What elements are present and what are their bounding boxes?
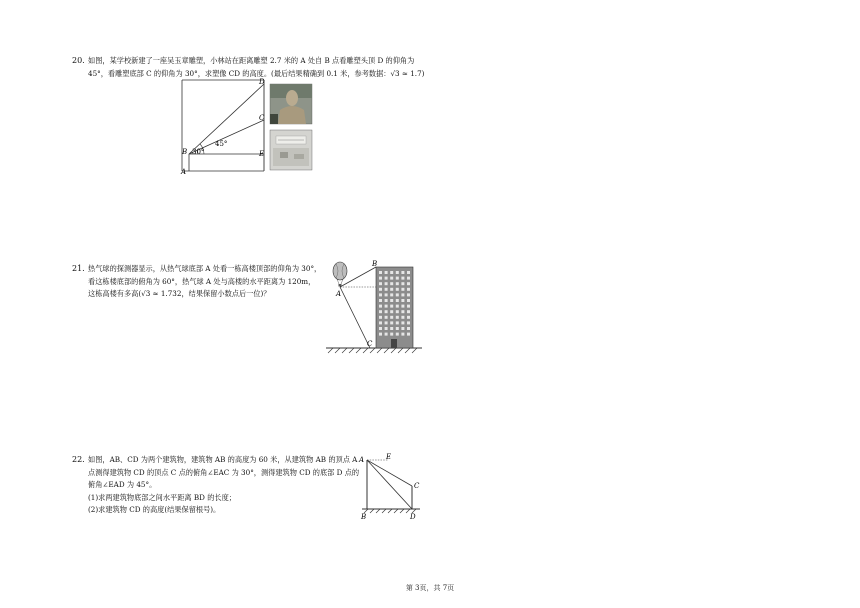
q21-building-window <box>385 282 388 285</box>
q21-building-window <box>401 305 404 308</box>
q21-building-window <box>385 321 388 324</box>
q21-building-window <box>379 327 382 330</box>
q20-statue-photo <box>270 84 312 124</box>
q20-label-A: A <box>181 168 187 176</box>
q21-building-window <box>396 288 399 291</box>
q21-building-window <box>385 277 388 280</box>
q22-label-D: D <box>410 513 416 521</box>
q21-ground-hatching <box>328 348 417 353</box>
q20-label-E: E <box>259 150 265 158</box>
question-20-line-1: 如图，某学校新建了一座吴玉章雕塑，小林站在距离雕塑 2.7 米的 A 处自 B 点看雕塑头顶 D 的仰角为 <box>88 56 415 65</box>
q21-building-window <box>390 282 393 285</box>
q20-label-C: C <box>259 114 265 122</box>
q21-building-window <box>390 316 393 319</box>
q22-label-A: A <box>359 456 365 464</box>
question-22-subquestion-1: (1)求两建筑物底部之间水平距离 BD 的长度； <box>88 492 236 502</box>
q20-angle-30-label: 30° <box>192 148 205 156</box>
q21-building-window <box>401 271 404 274</box>
q21-building-window <box>379 299 382 302</box>
q21-building-window <box>385 299 388 302</box>
q21-building-window <box>379 310 382 313</box>
q21-building-window <box>407 327 410 330</box>
q21-building-window <box>401 299 404 302</box>
q21-building-window <box>385 271 388 274</box>
q21-building-window <box>401 310 404 313</box>
page-footer: 第 3页，共 7页 <box>405 584 455 592</box>
q20-pedestal-photo <box>270 130 312 170</box>
q21-building-window <box>385 288 388 291</box>
q21-label-B: B <box>372 260 378 268</box>
q21-building-window <box>407 282 410 285</box>
question-21-number: 21. <box>72 264 85 273</box>
q21-building-window <box>390 288 393 291</box>
q21-building-window <box>385 305 388 308</box>
q21-building-window <box>390 305 393 308</box>
q21-building-window <box>401 293 404 296</box>
q22-segment-AD <box>367 460 412 509</box>
q22-label-E: E <box>386 453 392 461</box>
q21-label-A: A <box>336 290 342 298</box>
q21-building-window <box>379 293 382 296</box>
q21-building-window <box>390 310 393 313</box>
q21-building-window <box>390 299 393 302</box>
q21-building-window <box>390 333 393 336</box>
q21-building-window <box>396 271 399 274</box>
q21-building-window <box>396 277 399 280</box>
question-20-text <box>88 55 424 80</box>
q21-building-window <box>407 333 410 336</box>
q21-hot-air-balloon <box>333 262 347 287</box>
question-21-line-3: 这栋高楼有多高(√3 ≈ 1.732，结果保留小数点后一位)？ <box>88 289 271 298</box>
q20-angle-45-label: 45° <box>215 140 228 148</box>
q21-building-window <box>401 282 404 285</box>
question-20-number: 20. <box>72 56 85 65</box>
q21-building-window <box>407 271 410 274</box>
question-22-line-2: 点测得建筑物 CD 的顶点 C 点的俯角∠EAC 为 30°，测得建筑物 CD 的底部 D 点的 <box>88 467 360 477</box>
q21-label-C: C <box>367 340 373 348</box>
q21-building-window <box>396 321 399 324</box>
q21-building-window <box>385 333 388 336</box>
q21-building-window <box>396 310 399 313</box>
question-20-figure <box>176 78 322 176</box>
q22-segment-AC <box>367 460 412 486</box>
q21-building-window <box>379 271 382 274</box>
q21-building-window <box>407 321 410 324</box>
q21-building-window <box>379 282 382 285</box>
q21-building-window <box>407 288 410 291</box>
q21-building-window <box>407 277 410 280</box>
q21-building-window <box>390 277 393 280</box>
q21-building-window <box>407 299 410 302</box>
q21-building-window <box>379 277 382 280</box>
q21-building-window <box>407 293 410 296</box>
q22-ground-hatching <box>364 509 416 513</box>
q21-building-window <box>401 288 404 291</box>
q21-building-window <box>401 277 404 280</box>
q21-building-window <box>396 316 399 319</box>
q21-building-window <box>401 333 404 336</box>
question-20-line-2: 45°，看雕塑底部 C 的仰角为 30°，求塑像 CD 的高度。(最后结果精确到 0.1 米，参考数据：√3 ≈ 1.7) <box>88 68 425 78</box>
q21-building-window <box>396 305 399 308</box>
q21-building-window <box>407 316 410 319</box>
q21-building-window <box>379 288 382 291</box>
question-21-line-1: 热气球的探测器显示，从热气球底部 A 处看一栋高楼顶部的仰角为 30°， <box>88 264 322 273</box>
q21-building-window <box>407 305 410 308</box>
q21-segment-AC <box>340 287 370 348</box>
q21-building-window <box>396 282 399 285</box>
q22-label-C: C <box>414 482 420 490</box>
question-21-figure <box>324 258 426 356</box>
q20-label-B: B <box>182 148 188 156</box>
q21-building-window <box>385 310 388 313</box>
q21-building-window <box>401 321 404 324</box>
q21-building-window <box>401 327 404 330</box>
q21-building-window <box>390 293 393 296</box>
q21-building-window <box>390 271 393 274</box>
q22-label-B: B <box>361 513 367 521</box>
q21-building-window <box>385 316 388 319</box>
q21-building <box>376 267 413 348</box>
q20-label-D: D <box>259 78 265 86</box>
q21-building-window <box>385 293 388 296</box>
q21-building-window <box>407 310 410 313</box>
q21-building-window <box>396 327 399 330</box>
q21-building-window <box>385 327 388 330</box>
q21-building-window <box>396 333 399 336</box>
q21-building-window <box>390 321 393 324</box>
q21-building-window <box>390 327 393 330</box>
q21-building-window <box>379 321 382 324</box>
q21-building-window <box>379 333 382 336</box>
question-22-line-3: 俯角∠EAD 为 45°。 <box>88 480 157 489</box>
question-22-text <box>88 454 359 517</box>
question-22-number: 22. <box>72 455 85 464</box>
question-22-subquestion-2: (2)求建筑物 CD 的高度(结果保留根号)。 <box>88 505 221 514</box>
q21-building-window <box>396 299 399 302</box>
q21-building-window <box>396 293 399 296</box>
question-21-line-2: 看这栋楼底部的俯角为 60°，热气球 A 处与高楼的水平距离为 120m， <box>88 276 316 286</box>
question-22-figure <box>358 448 426 522</box>
q21-building-window <box>379 316 382 319</box>
q21-building-window <box>401 316 404 319</box>
question-21-text <box>88 263 321 301</box>
question-22-line-1: 如图，AB、CD 为两个建筑物，建筑物 AB 的高度为 60 米，从建筑物 AB 的顶点 A <box>88 455 358 464</box>
q21-building-window <box>379 305 382 308</box>
